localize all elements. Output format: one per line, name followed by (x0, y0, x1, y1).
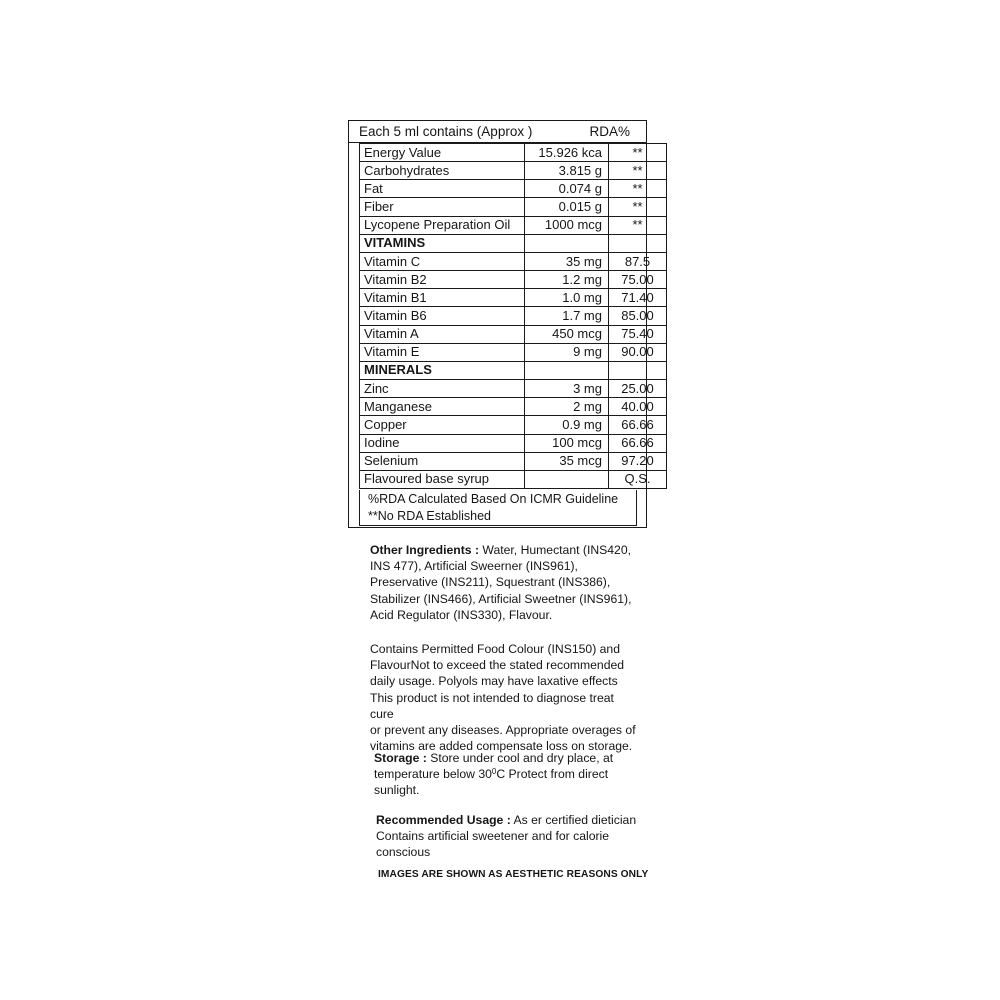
nutrient-rda: 75.40 (609, 325, 667, 343)
table-row (360, 380, 667, 398)
nutrient-rda: ** (609, 216, 667, 234)
degree-superscript: 0 (491, 767, 497, 777)
table-row (360, 144, 667, 162)
nutrient-amount: 100 mcg (525, 434, 609, 452)
nutrient-amount (525, 470, 609, 488)
other-ingredients-line: Acid Regulator (INS330), Flavour. (370, 607, 553, 622)
nutrient-rda: Q.S. (609, 470, 667, 488)
table-row (360, 470, 667, 488)
nutrient-amount: 35 mcg (525, 452, 609, 470)
nutrient-amount: 3 mg (525, 380, 609, 398)
nutrient-name: Carbohydrates (360, 162, 525, 180)
contains-paragraph (370, 641, 640, 754)
nutrient-amount: 1000 mcg (525, 216, 609, 234)
nutrient-amount: 1.7 mg (525, 307, 609, 325)
nutrient-rda: 87.5 (609, 252, 667, 270)
contains-line: vitamins are added compensate loss on storage. (370, 739, 633, 754)
nutrient-rda: 85.00 (609, 307, 667, 325)
nutrient-rda: 90.00 (609, 343, 667, 361)
nutrient-amount: 15.926 kca (525, 144, 609, 162)
nutrient-name: Vitamin B2 (360, 271, 525, 289)
nutrient-amount: 1.0 mg (525, 289, 609, 307)
nutrient-name: Vitamin B6 (360, 307, 525, 325)
table-row (360, 252, 667, 270)
storage-paragraph (374, 750, 644, 799)
nutrient-rda (609, 361, 667, 379)
nutrition-header-title: Each 5 ml contains (Approx ) (359, 124, 533, 139)
table-row (360, 343, 667, 361)
nutrient-amount: 450 mcg (525, 325, 609, 343)
table-row (360, 289, 667, 307)
nutrient-amount (525, 361, 609, 379)
other-ingredients-label: Other Ingredients : (370, 543, 480, 557)
table-row (360, 216, 667, 234)
nutrition-footnotes (359, 490, 637, 526)
contains-line: daily usage. Polyols may have laxative effects (370, 674, 618, 689)
storage-line: temperature below 30 (374, 767, 492, 782)
nutrient-name: MINERALS (360, 361, 525, 379)
nutrition-facts-box (348, 120, 654, 528)
footnote-no-rda: **No RDA Established (368, 509, 491, 523)
nutrient-name: Zinc (360, 380, 525, 398)
other-ingredients-line: INS 477), Artificial Sweerner (INS961), (370, 559, 578, 574)
usage-label: Recommended Usage : (376, 813, 511, 827)
table-row (360, 180, 667, 198)
nutrient-amount (525, 234, 609, 252)
nutrient-name: Fat (360, 180, 525, 198)
storage-line: C Protect from direct (496, 767, 609, 782)
nutrient-rda: ** (609, 198, 667, 216)
table-row (360, 271, 667, 289)
contains-line: FlavourNot to exceed the stated recommended (370, 658, 625, 673)
nutrient-name: Lycopene Preparation Oil (360, 216, 525, 234)
nutrient-rda: 25.00 (609, 380, 667, 398)
nutrient-rda: ** (609, 162, 667, 180)
table-row (360, 307, 667, 325)
other-ingredients-line: Water, Humectant (INS420, (479, 543, 631, 557)
nutrient-name: Vitamin C (360, 252, 525, 270)
nutrient-amount: 2 mg (525, 398, 609, 416)
contains-line: Contains Permitted Food Colour (INS150) and (370, 642, 620, 656)
contains-line: This product is not intended to diagnose treat cure (370, 690, 614, 721)
nutrition-header (349, 121, 646, 143)
nutrient-name: Selenium (360, 452, 525, 470)
nutrient-amount: 0.015 g (525, 198, 609, 216)
nutrient-rda: 66.66 (609, 434, 667, 452)
nutrient-amount: 3.815 g (525, 162, 609, 180)
other-ingredients-line: Preservative (INS211), Squestrant (INS386), (370, 575, 611, 590)
table-row (360, 452, 667, 470)
table-section-row (360, 361, 667, 379)
usage-line: As er certified dietician (510, 813, 637, 827)
recommended-usage-paragraph (376, 812, 646, 861)
nutrient-name: Vitamin A (360, 325, 525, 343)
other-ingredients-line: Stabilizer (INS466), Artificial Sweetner (INS961), (370, 591, 632, 606)
nutrient-rda: 40.00 (609, 398, 667, 416)
nutrient-name: Flavoured base syrup (360, 470, 525, 488)
storage-line: Store under cool and dry place, at (426, 751, 614, 765)
other-ingredients-paragraph (370, 542, 640, 623)
nutrient-rda: 66.66 (609, 416, 667, 434)
table-row (360, 434, 667, 452)
nutrient-amount: 1.2 mg (525, 271, 609, 289)
nutrient-name: VITAMINS (360, 234, 525, 252)
nutrient-name: Manganese (360, 398, 525, 416)
nutrient-name: Copper (360, 416, 525, 434)
nutrient-rda: ** (609, 180, 667, 198)
table-row (360, 198, 667, 216)
contains-line: or prevent any diseases. Appropriate overages of (370, 723, 636, 738)
table-row (360, 398, 667, 416)
nutrient-name: Iodine (360, 434, 525, 452)
nutrient-amount: 0.074 g (525, 180, 609, 198)
storage-line: sunlight. (374, 783, 420, 798)
nutrient-rda: 97.20 (609, 452, 667, 470)
nutrient-rda: ** (609, 144, 667, 162)
nutrient-rda: 75.00 (609, 271, 667, 289)
usage-line: Contains artificial sweetener and for calorie (376, 829, 610, 844)
table-row (360, 325, 667, 343)
nutrition-header-rda: RDA% (589, 124, 630, 139)
nutrient-name: Fiber (360, 198, 525, 216)
nutrient-amount: 9 mg (525, 343, 609, 361)
footnote-rda-basis: %RDA Calculated Based On ICMR Guideline (368, 492, 619, 506)
storage-label: Storage : (374, 751, 427, 765)
table-row (360, 416, 667, 434)
nutrient-rda (609, 234, 667, 252)
nutrition-table (359, 143, 667, 489)
nutrient-rda: 71.40 (609, 289, 667, 307)
table-row (360, 162, 667, 180)
nutrient-name: Energy Value (360, 144, 525, 162)
usage-line: conscious (376, 845, 431, 860)
table-section-row (360, 234, 667, 252)
nutrient-amount: 0.9 mg (525, 416, 609, 434)
nutrient-name: Vitamin B1 (360, 289, 525, 307)
disclaimer-text: IMAGES ARE SHOWN AS AESTHETIC REASONS ONLY (378, 869, 649, 880)
nutrient-name: Vitamin E (360, 343, 525, 361)
nutrient-amount: 35 mg (525, 252, 609, 270)
